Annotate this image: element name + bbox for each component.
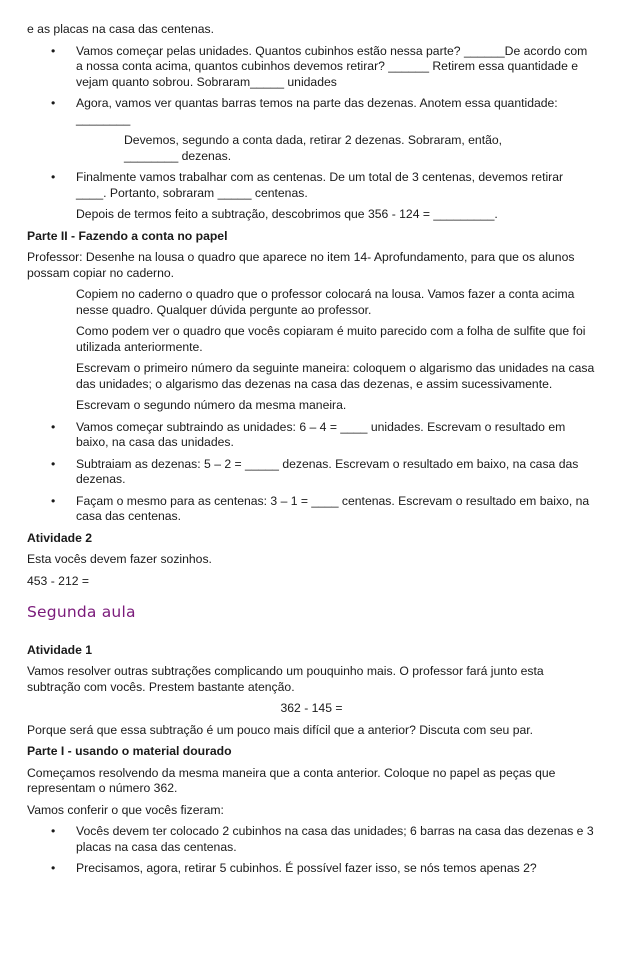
bullet: • [51, 419, 56, 434]
list-item-text: Agora, vamos ver quantas barras temos na parte das dezenas. Anotem essa quantidade: ________ [76, 96, 558, 126]
activity2-text: Esta vocês devem fazer sozinhos. [27, 552, 212, 566]
activity1-heading: Atividade 1 [27, 642, 93, 657]
list-item [27, 824, 596, 855]
professor-note: Professor: Desenhe na lousa o quadro que aparece no item 14- Aprofundamento, para que os alunos possam copiar no caderno. [27, 250, 575, 280]
list-item [27, 96, 596, 127]
activity1-expression: 362 - 145 = [280, 701, 343, 715]
list-item [27, 861, 596, 877]
list-item [27, 457, 596, 488]
bullet: • [51, 170, 56, 184]
list-item-text: Finalmente vamos trabalhar com as centenas. De um total de 3 centenas, devemos retirar ____. Portanto, sobraram _____ centenas. [76, 170, 564, 200]
conclusion-text: Depois de termos feito a subtração, descobrimos que 356 - 124 = _________. [76, 207, 498, 221]
list-item [27, 44, 596, 91]
part1b-check: Vamos conferir o que vocês fizeram: [27, 802, 224, 817]
intro-text: e as placas na casa das centenas. [27, 22, 214, 36]
list-item-text: Vamos começar subtraindo as unidades: 6 – 4 = ____ unidades. Escrevam o resultado em baixo, na casa das unidades. [76, 419, 566, 449]
activity1-question: Porque será que essa subtração é um pouco mais difícil que a anterior? Discuta com seu par. [27, 722, 534, 737]
activity1-text: Vamos resolver outras subtrações complicando um pouquinho mais. O professor fará junto esta subtração com vocês. Prestem bastante atenção. [27, 664, 544, 694]
part2-heading: Parte II - Fazendo a conta no papel [27, 228, 228, 243]
list-item-text: Vamos começar pelas unidades. Quantos cubinhos estão nessa parte? ______De acordo com a nossa conta acima, quantos cubinhos devemos retirar? ______ Retirem essa quantidade e vejam quanto sobrou. Sobraram_____ unidades [76, 43, 588, 89]
part2-paragraph: Escrevam o segundo número da mesma maneira. [76, 398, 347, 412]
bullet: • [51, 43, 56, 58]
part2-paragraph: Como podem ver o quadro que vocês copiaram é muito parecido com a folha de sulfite que foi utilizada anteriormente. [76, 324, 586, 354]
activity2-heading: Atividade 2 [27, 530, 93, 545]
list-item-text: Subtraiam as dezenas: 5 – 2 = _____ dezenas. Escrevam o resultado em baixo, na casa das dezenas. [76, 456, 579, 486]
bullet: • [51, 96, 56, 110]
list-item-text: Precisamos, agora, retirar 5 cubinhos. É possível fazer isso, se nós temos apenas 2? [76, 861, 537, 875]
section-title: Segunda aula [27, 603, 136, 621]
activity2-expression: 453 - 212 = [27, 573, 90, 588]
part2-paragraph: Escrevam o primeiro número da seguinte maneira: coloquem o algarismo das unidades na casa das unidades; o algarismo das dezenas na casa das dezenas, e assim sucessivamente. [76, 361, 595, 391]
list-item [27, 170, 596, 201]
bullet: • [51, 861, 56, 875]
dezenas-note: Devemos, segundo a conta dada, retirar 2 dezenas. Sobraram, então, ________ dezenas. [124, 133, 503, 163]
list-item-text: Vocês devem ter colocado 2 cubinhos na casa das unidades; 6 barras na casa das dezenas e 3 placas na casa das centenas. [76, 824, 594, 854]
bullet: • [51, 456, 56, 471]
part2-paragraph: Copiem no caderno o quadro que o professor colocará na lousa. Vamos fazer a conta acima nesse quadro. Qualquer dúvida pergunte ao professor. [76, 287, 575, 317]
list-item [27, 494, 596, 525]
bullet: • [51, 824, 56, 838]
part1b-text: Começamos resolvendo da mesma maneira que a conta anterior. Coloque no papel as peças que representam o número 362. [27, 765, 556, 795]
part1b-heading: Parte I - usando o material dourado [27, 744, 232, 758]
list-item-text: Façam o mesmo para as centenas: 3 – 1 = ____ centenas. Escrevam o resultado em baixo, na casa das centenas. [76, 493, 590, 523]
list-item [27, 420, 596, 451]
bullet: • [51, 493, 56, 508]
